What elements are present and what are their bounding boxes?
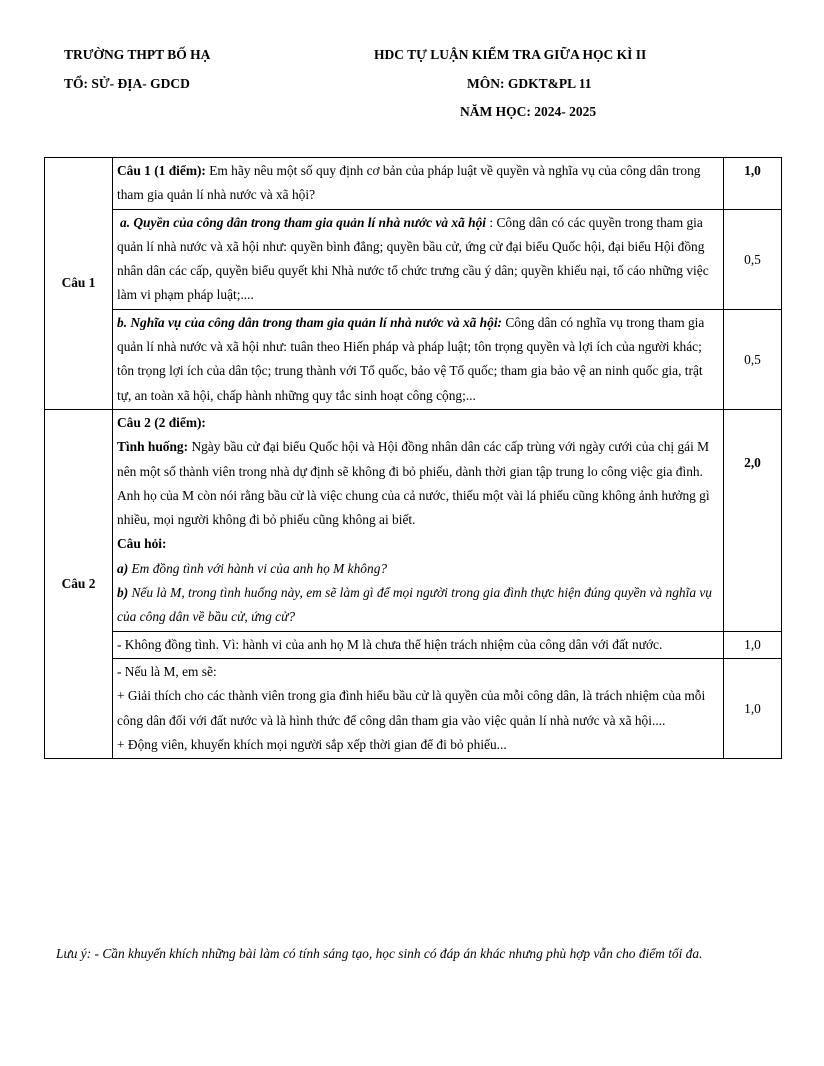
q2-prompt bbox=[113, 409, 724, 631]
q2-a-row bbox=[45, 631, 782, 658]
q1-label: Câu 1 bbox=[45, 158, 113, 410]
q1-answer-b bbox=[113, 309, 724, 409]
q2-situation-text: Ngày bầu cử đại biểu Quốc hội và Hội đồng nhân dân các cấp trùng với ngày cưới của chị gái M nên một số thành viên trong nhà dự định sẽ không đi bỏ phiếu, dành thời gian tập trung lo công việc gia đình. Anh họ của M còn nói rằng bầu cử là việc chung của cả nước, thiếu một vài lá phiếu cũng không ảnh hưởng gì nhiều, mọi người không đi bỏ phiếu cũng không ai biết. bbox=[117, 439, 710, 528]
q1-prompt-text: Em hãy nêu một số quy định cơ bản của pháp luật về quyền và nghĩa vụ của công dân trong tham gia quản lí nhà nước và xã hội? bbox=[117, 163, 701, 203]
q2-prompt-row bbox=[45, 409, 782, 631]
q1-b-row bbox=[45, 309, 782, 409]
school-name: TRƯỜNG THPT BỐ HẠ bbox=[64, 47, 211, 62]
q1-prompt-row bbox=[45, 158, 782, 210]
q1-b-head: b. Nghĩa vụ của công dân trong tham gia quản lí nhà nước và xã hội: bbox=[117, 314, 503, 330]
q2-situation bbox=[117, 435, 719, 532]
q1-prompt-score: 1,0 bbox=[724, 158, 782, 210]
q1-a-text: : Công dân có các quyền trong tham gia quản lí nhà nước và xã hội như: quyền bình đẳng; quyền bầu cử, ứng cử đại biểu Quốc hội, đại biểu Hội đồng nhân dân các cấp, quyền biểu quyết khi Nhà nước tổ chức trưng cầu ý dân; quyền khiếu nại, tố cáo những việc làm vi phạm pháp luật;.... bbox=[117, 214, 709, 303]
footnote: Lưu ý: - Cần khuyến khích những bài làm có tính sáng tạo, học sinh có đáp án khác nhưng phù hợp vẫn cho điểm tối đa. bbox=[56, 946, 703, 961]
department-name: TỔ: SỬ- ĐỊA- GDCD bbox=[64, 76, 190, 91]
q2-label: Câu 2 bbox=[45, 409, 113, 758]
q1-a-head: a. Quyền của công dân trong tham gia quản lí nhà nước và xã hội bbox=[120, 214, 487, 230]
school-year: NĂM HỌC: 2024- 2025 bbox=[460, 104, 597, 119]
q2-answer-a: - Không đồng tình. Vì: hành vi của anh họ M là chưa thể hiện trách nhiệm của công dân với đất nước. bbox=[113, 631, 724, 658]
q2-b-intro: - Nếu là M, em sẽ: bbox=[117, 663, 217, 679]
q2-question-a: a) Em đồng tình với hành vi của anh họ M không? bbox=[117, 560, 388, 576]
answer-key-table bbox=[44, 157, 782, 759]
q2-question-b: b) Nếu là M, trong tình huống này, em sẽ làm gì để mọi người trong gia đình thực hiện đúng quyền và nghĩa vụ của công dân về bầu cử, ứng cử? bbox=[117, 585, 713, 625]
q2-prompt-score: 2,0 bbox=[724, 409, 782, 631]
q2-b-row bbox=[45, 658, 782, 758]
q2-b-point-1: + Giải thích cho các thành viên trong gia đình hiểu bầu cử là quyền của mỗi công dân, là trách nhiệm của mỗi công dân đối với đất nước và là hình thức để công dân tham gia vào việc quản lí nhà nước và xã hội.... bbox=[117, 688, 706, 728]
q1-a-row bbox=[45, 209, 782, 309]
q1-b-text: Công dân có nghĩa vụ trong tham gia quản lí nhà nước và xã hội như: tuân theo Hiến pháp và pháp luật; tôn trọng quyền và lợi ích của người khác; tôn trọng lợi ích của dân tộc; trung thành với Tổ quốc, bảo vệ Tổ quốc; tham gia bảo vệ an ninh quốc gia, trật tự, an toàn xã hội, chấp hành những quy tắc sinh hoạt công cộng;... bbox=[117, 314, 705, 403]
q2-b-score: 1,0 bbox=[724, 658, 782, 758]
q2-situation-head: Tình huống: bbox=[117, 439, 189, 455]
q2-prompt-head: Câu 2 (2 điểm): bbox=[117, 414, 206, 430]
q1-prompt-head: Câu 1 (1 điểm): bbox=[117, 163, 206, 178]
q1-b-score: 0,5 bbox=[724, 309, 782, 409]
q1-prompt bbox=[113, 158, 724, 210]
q1-answer-a bbox=[113, 209, 724, 309]
subject-name: MÔN: GDKT&PL 11 bbox=[467, 76, 592, 91]
document-title: HDC TỰ LUẬN KIỂM TRA GIỮA HỌC KÌ II bbox=[374, 47, 647, 62]
q2-answer-b bbox=[113, 658, 724, 758]
q2-questions-head: Câu hỏi: bbox=[117, 536, 167, 552]
q1-a-score: 0,5 bbox=[724, 209, 782, 309]
q2-a-score: 1,0 bbox=[724, 631, 782, 658]
q2-b-point-2: + Động viên, khuyến khích mọi người sắp xếp thời gian để đi bỏ phiếu... bbox=[117, 736, 507, 752]
